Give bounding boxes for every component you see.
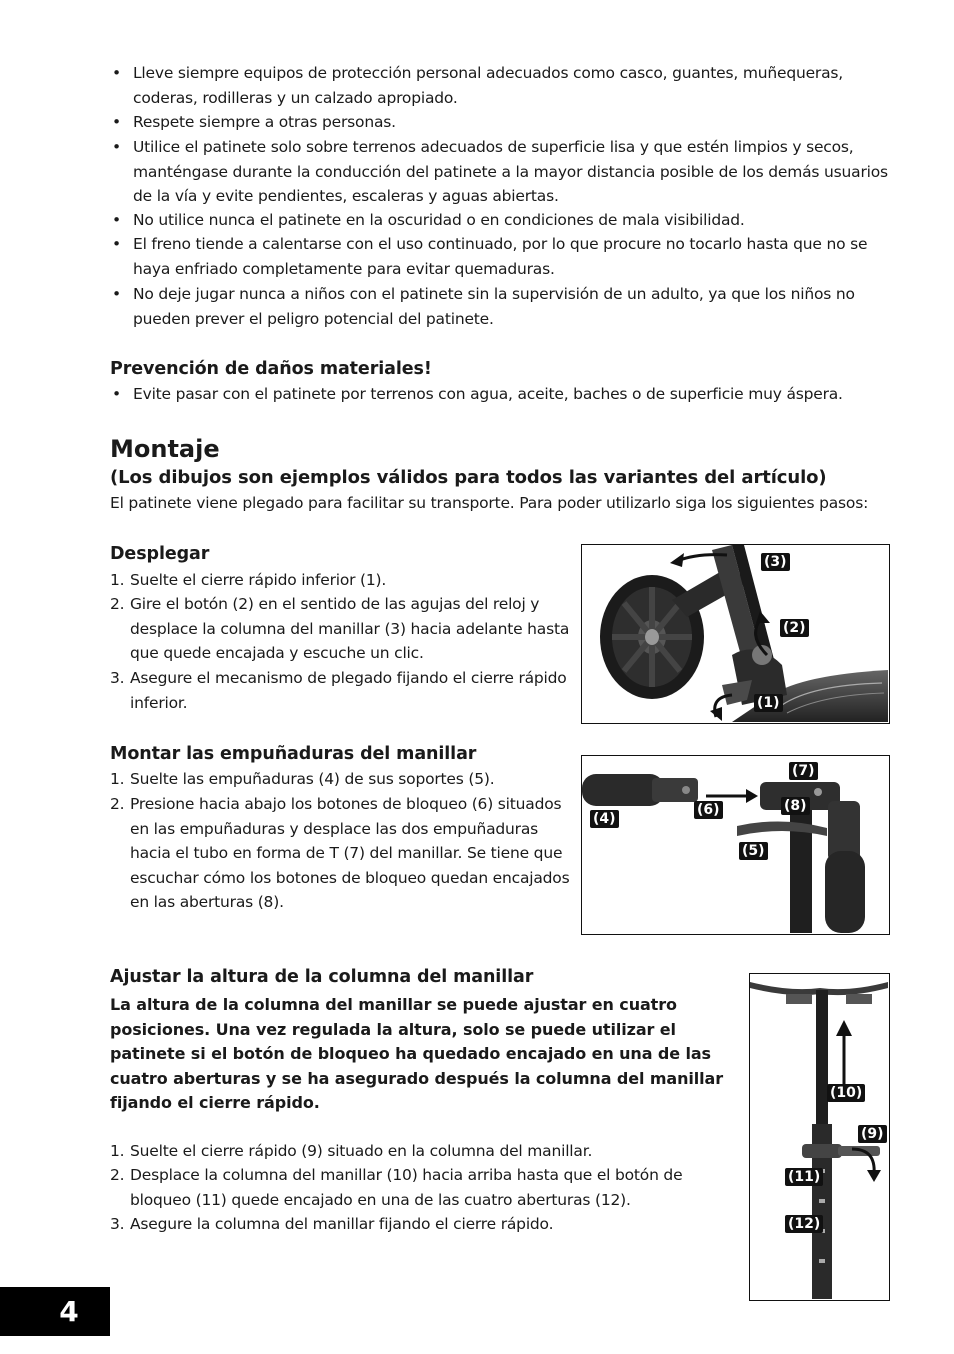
callout-3: (3) <box>761 553 790 571</box>
step-text: Suelte el cierre rápido inferior (1). <box>130 571 387 589</box>
list-item <box>112 282 902 331</box>
section-subtitle: (Los dibujos son ejemplos válidos para todos las variantes del artículo) <box>110 467 827 488</box>
unfold-illustration <box>581 544 890 724</box>
list-item <box>110 666 575 715</box>
bullet-glyph: • <box>112 235 121 253</box>
step-text: Suelte las empuñaduras (4) de sus soportes (5). <box>130 770 495 788</box>
callout-11: (11) <box>785 1168 823 1186</box>
page-number-tab <box>0 1287 110 1336</box>
list-item <box>112 208 902 233</box>
list-item <box>112 61 902 110</box>
bullet-glyph: • <box>112 385 121 403</box>
callout-8: (8) <box>781 797 810 815</box>
callout-5: (5) <box>739 842 768 860</box>
step-number: 3. <box>110 1215 125 1233</box>
step-text: Presione hacia abajo los botones de bloqueo (6) situados en las empuñaduras y desplace las dos empuñaduras hacia el tubo en forma de T (7) del manillar. Se tiene que escuchar cómo los botones de bloqueo quedan encajados en las aberturas (8). <box>130 795 570 912</box>
bullet-text: No deje jugar nunca a niños con el patinete sin la supervisión de un adulto, ya que los niños no pueden prever el peligro potencial del patinete. <box>133 285 855 328</box>
callout-10: (10) <box>827 1084 865 1102</box>
bullet-text: Utilice el patinete solo sobre terrenos adecuados de superficie lisa y que estén limpios y secos, manténgase durante la conducción del patinete a la mayor distancia posible de los demás usuarios de la vía y evite pendientes, escaleras y aguas abiertas. <box>133 138 888 206</box>
step-number: 1. <box>110 770 125 788</box>
bullet-glyph: • <box>112 285 121 303</box>
desplegar-heading: Desplegar <box>110 544 210 564</box>
bullet-text: Lleve siempre equipos de protección personal adecuados como casco, guantes, muñequeras, coderas, rodilleras y un calzado apropiado. <box>133 64 844 107</box>
list-item <box>110 1212 730 1237</box>
bullet-text: Evite pasar con el patinete por terrenos con agua, aceite, baches o de superficie muy áspera. <box>133 385 843 403</box>
bullet-glyph: • <box>112 138 121 156</box>
intro-paragraph: El patinete viene plegado para facilitar su transporte. Para poder utilizarlo siga los siguientes pasos: <box>110 494 869 512</box>
step-number: 2. <box>110 795 125 813</box>
step-text: Suelte el cierre rápido (9) situado en la columna del manillar. <box>130 1142 593 1160</box>
step-number: 1. <box>110 571 125 589</box>
callout-4: (4) <box>590 810 619 828</box>
page-number: 4 <box>59 1295 79 1328</box>
list-item <box>112 110 902 135</box>
list-item <box>110 1163 730 1212</box>
section-title: Montaje <box>110 435 220 463</box>
step-number: 2. <box>110 1166 125 1184</box>
step-text: Desplace la columna del manillar (10) hacia arriba hasta que el botón de bloqueo (11) quede encajado en una de las cuatro aberturas (12). <box>130 1166 683 1209</box>
callout-7: (7) <box>789 762 818 780</box>
callout-9: (9) <box>858 1125 887 1143</box>
height-illustration <box>749 973 890 1301</box>
callout-2: (2) <box>780 619 809 637</box>
list-item <box>112 382 902 407</box>
list-item <box>110 568 575 593</box>
list-item <box>110 767 575 792</box>
height-warning: La altura de la columna del manillar se puede ajustar en cuatro posiciones. Una vez regulada la altura, solo se puede utilizar el patinete si el botón de bloqueo ha quedado encajado en una de las cuatro aberturas y se ha asegurado después la columna del manillar fijando el cierre rápido. <box>110 995 724 1113</box>
step-text: Asegure la columna del manillar fijando el cierre rápido. <box>130 1215 554 1233</box>
callout-1: (1) <box>754 694 783 712</box>
damage-heading: Prevención de daños materiales! <box>110 359 432 379</box>
bullet-text: El freno tiende a calentarse con el uso continuado, por lo que procure no tocarlo hasta que no se haya enfriado completamente para evitar quemaduras. <box>133 235 868 278</box>
list-item <box>110 1139 730 1164</box>
callout-12: (12) <box>785 1215 823 1233</box>
step-number: 1. <box>110 1142 125 1160</box>
step-number: 3. <box>110 669 125 687</box>
list-item <box>112 232 902 281</box>
grips-heading: Montar las empuñaduras del manillar <box>110 744 477 764</box>
handlebar-drawing <box>582 756 888 933</box>
list-item <box>112 135 902 209</box>
step-text: Asegure el mecanismo de plegado fijando el cierre rápido inferior. <box>130 669 567 712</box>
list-item <box>110 592 575 666</box>
step-number: 2. <box>110 595 125 613</box>
bullet-glyph: • <box>112 64 121 82</box>
list-item <box>110 792 575 915</box>
bullet-glyph: • <box>112 211 121 229</box>
height-heading: Ajustar la altura de la columna del manillar <box>110 967 534 987</box>
bullet-glyph: • <box>112 113 121 131</box>
bullet-text: Respete siempre a otras personas. <box>133 113 396 131</box>
step-text: Gire el botón (2) en el sentido de las agujas del reloj y desplace la columna del manillar (3) hacia adelante hasta que quede encajada y escuche un clic. <box>130 595 570 663</box>
grips-illustration <box>581 755 890 935</box>
callout-6: (6) <box>694 801 723 819</box>
scooter-fold-drawing <box>582 545 888 722</box>
bullet-text: No utilice nunca el patinete en la oscuridad o en condiciones de mala visibilidad. <box>133 211 745 229</box>
